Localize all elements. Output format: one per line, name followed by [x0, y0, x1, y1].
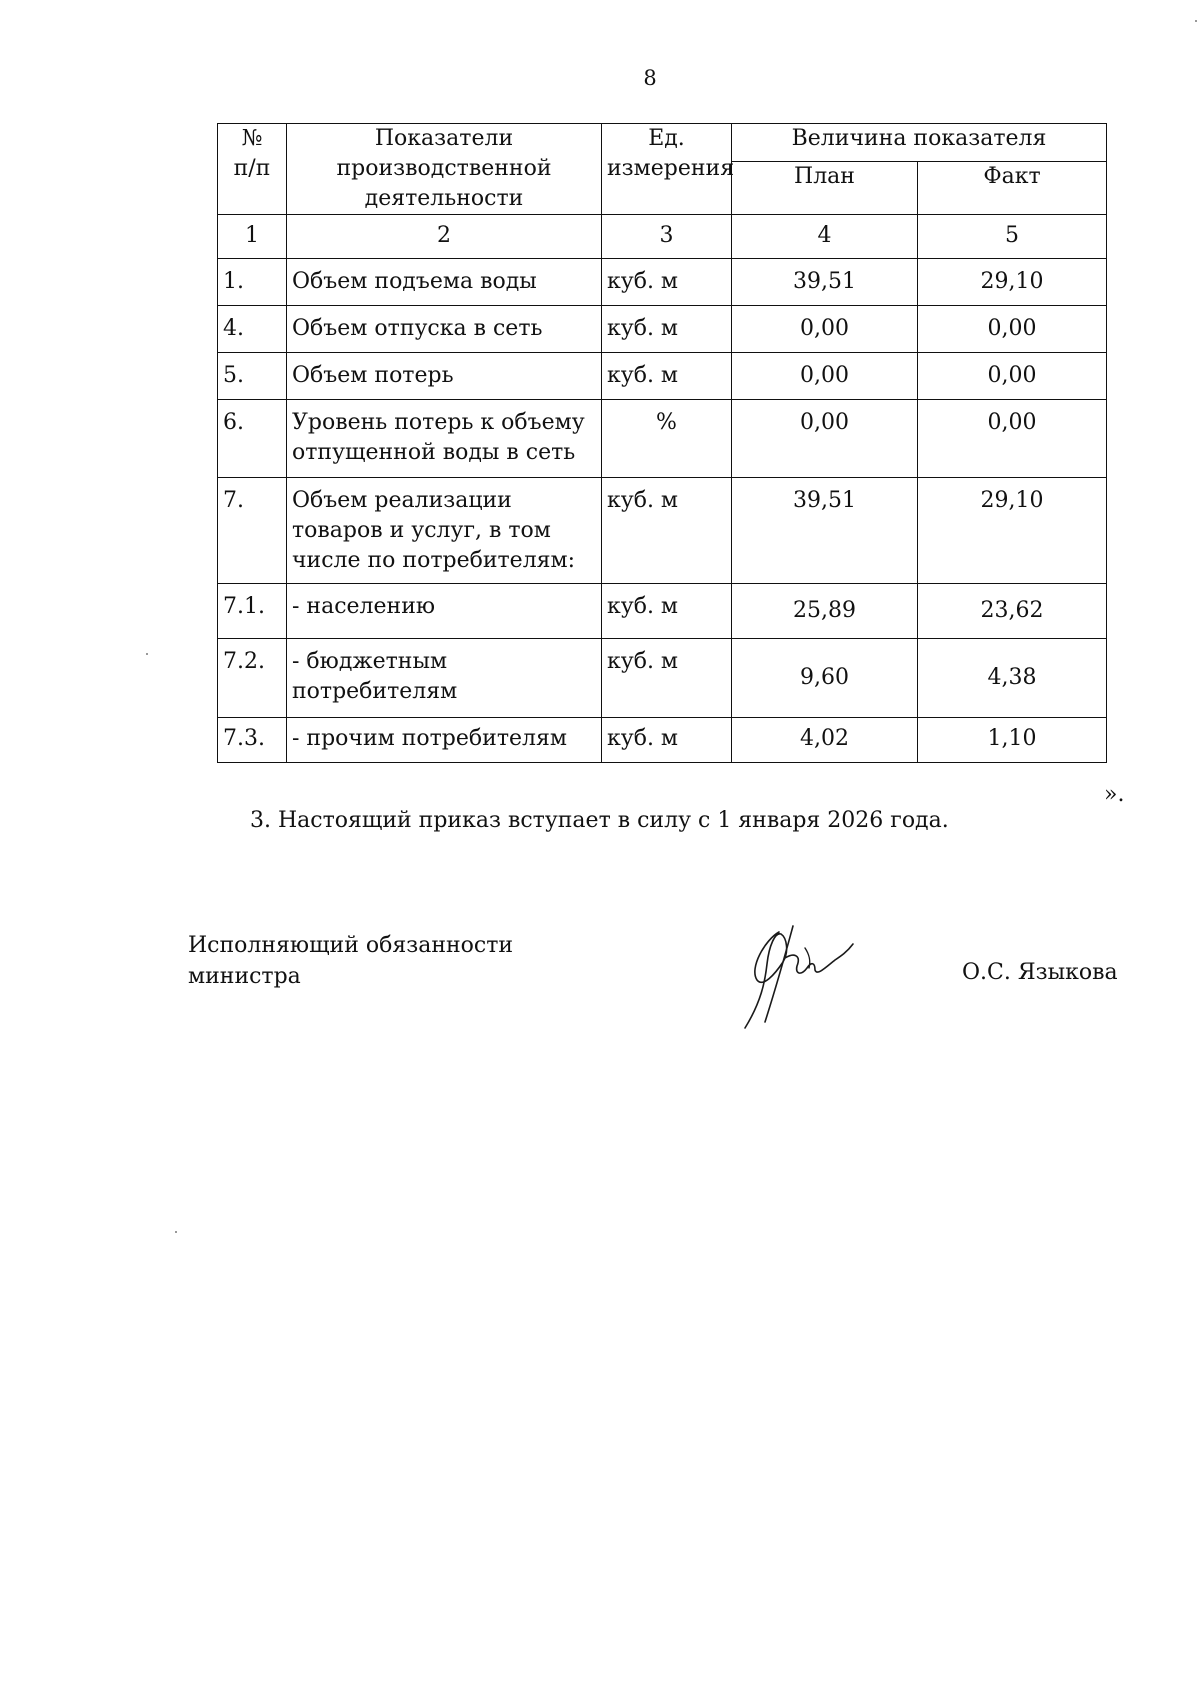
table-row — [218, 584, 1107, 639]
row-unit: куб. м — [602, 353, 732, 400]
signer-name: О.С. Языкова — [962, 960, 1118, 985]
row-plan: 9,60 — [732, 639, 918, 718]
page-number: 8 — [643, 66, 657, 90]
row-unit: куб. м — [602, 259, 732, 306]
row-plan: 39,51 — [732, 259, 918, 306]
scan-speck — [1195, 20, 1197, 22]
header-unit: Ед. измерения — [602, 124, 732, 215]
row-plan: 39,51 — [732, 478, 918, 584]
row-unit: куб. м — [602, 478, 732, 584]
table-row — [218, 259, 1107, 306]
row-fact: 29,10 — [918, 478, 1107, 584]
table-row — [218, 478, 1107, 584]
row-plan: 0,00 — [732, 306, 918, 353]
header-plan: План — [732, 162, 918, 215]
scan-speck — [146, 653, 148, 655]
closing-quote: ». — [1104, 782, 1125, 807]
row-indicator: Объем реализации товаров и услуг, в том числе по потребителям: — [287, 478, 602, 584]
row-indicator: - бюджетным потребителям — [287, 639, 602, 718]
row-plan: 4,02 — [732, 718, 918, 763]
header-fact: Факт — [918, 162, 1107, 215]
row-indicator: - населению — [287, 584, 602, 639]
table-row — [218, 718, 1107, 763]
clause-3-text: 3. Настоящий приказ вступает в силу с 1 января 2026 года. — [250, 808, 949, 833]
row-indicator: Уровень потерь к объему отпущенной воды в сеть — [287, 400, 602, 478]
row-fact: 23,62 — [918, 584, 1107, 639]
row-num: 4. — [218, 306, 287, 353]
row-fact: 0,00 — [918, 306, 1107, 353]
row-plan: 0,00 — [732, 353, 918, 400]
row-plan: 25,89 — [732, 584, 918, 639]
row-num: 6. — [218, 400, 287, 478]
row-fact: 1,10 — [918, 718, 1107, 763]
row-unit: куб. м — [602, 306, 732, 353]
column-number: 1 — [218, 215, 287, 259]
row-fact: 4,38 — [918, 639, 1107, 718]
signer-title-line1: Исполняющий обязанности — [188, 933, 514, 958]
row-num: 1. — [218, 259, 287, 306]
row-unit: куб. м — [602, 718, 732, 763]
column-number: 4 — [732, 215, 918, 259]
row-unit: куб. м — [602, 584, 732, 639]
table-row — [218, 639, 1107, 718]
row-num: 7. — [218, 478, 287, 584]
header-value: Величина показателя — [732, 124, 1107, 162]
row-fact: 0,00 — [918, 353, 1107, 400]
table-row — [218, 400, 1107, 478]
column-number: 3 — [602, 215, 732, 259]
header-num: № п/п — [218, 124, 287, 215]
row-indicator: Объем отпуска в сеть — [287, 306, 602, 353]
table-row — [218, 306, 1107, 353]
column-numbers-row — [218, 215, 1107, 259]
row-indicator: Объем потерь — [287, 353, 602, 400]
column-number: 2 — [287, 215, 602, 259]
row-unit: куб. м — [602, 639, 732, 718]
indicators-table — [217, 123, 1107, 763]
row-num: 7.2. — [218, 639, 287, 718]
column-number: 5 — [918, 215, 1107, 259]
row-num: 5. — [218, 353, 287, 400]
row-unit: % — [602, 400, 732, 478]
handwritten-signature — [735, 918, 865, 1030]
row-num: 7.1. — [218, 584, 287, 639]
signer-title-line2: министра — [188, 964, 301, 989]
row-fact: 0,00 — [918, 400, 1107, 478]
row-plan: 0,00 — [732, 400, 918, 478]
table-row — [218, 353, 1107, 400]
row-fact: 29,10 — [918, 259, 1107, 306]
scan-speck — [175, 1231, 177, 1233]
signer-title — [188, 930, 513, 992]
row-indicator: Объем подъема воды — [287, 259, 602, 306]
row-num: 7.3. — [218, 718, 287, 763]
header-indicator: Показатели производственной деятельности — [287, 124, 602, 215]
row-indicator: - прочим потребителям — [287, 718, 602, 763]
